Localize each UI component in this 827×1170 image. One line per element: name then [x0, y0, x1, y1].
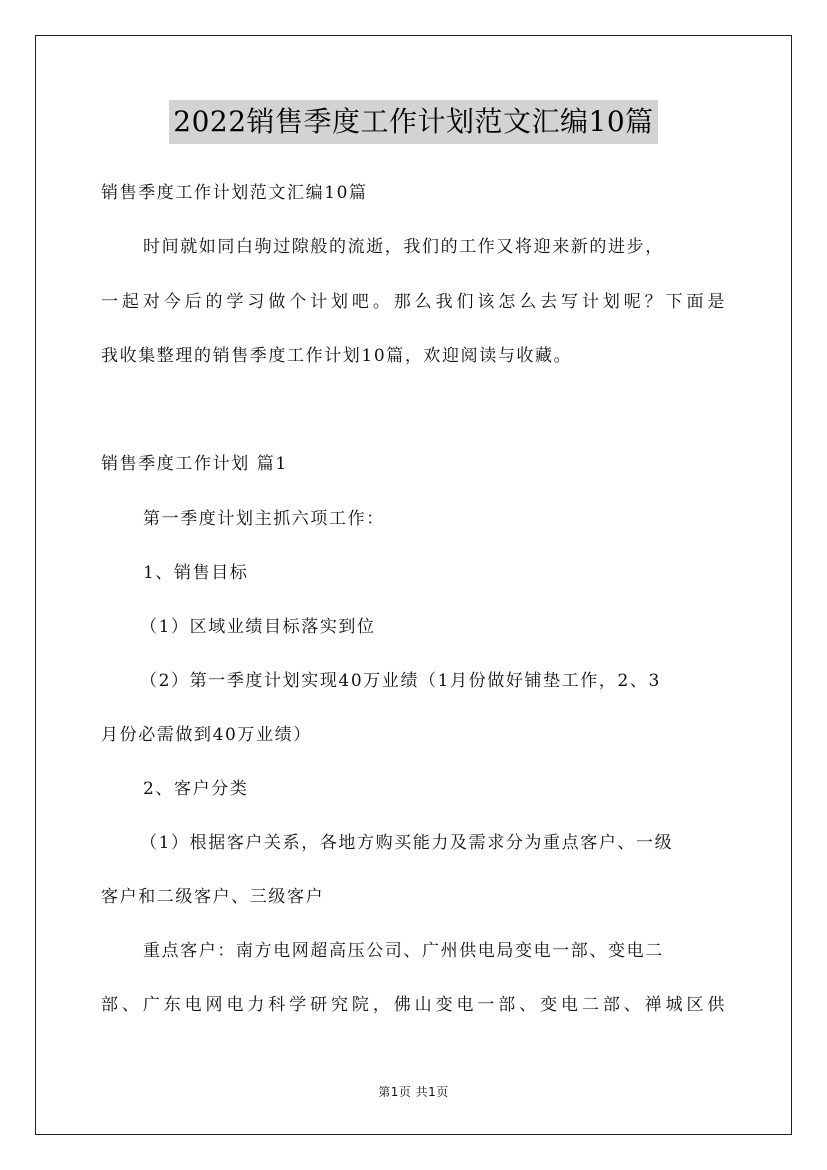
- intro-line-2: 一起对今后的学习做个计划吧。那么我们该怎么去写计划呢？下面是: [101, 292, 726, 312]
- section-heading: 销售季度工作计划 篇1: [101, 454, 288, 474]
- body-line-2: 1、销售目标: [143, 563, 249, 583]
- body-line-4: （2）第一季度计划实现40万业绩（1月份做好铺垫工作，2、3: [140, 671, 661, 691]
- body-line-5: 月份必需做到40万业绩）: [101, 725, 312, 745]
- intro-line-1: 时间就如同白驹过隙般的流逝，我们的工作又将迎来新的进步，: [143, 237, 664, 257]
- body-line-8: 客户和二级客户、三级客户: [101, 887, 325, 907]
- title-container: [0, 100, 827, 144]
- page-footer: 第1页 共1页: [378, 1085, 449, 1099]
- body-line-10: 部、广东电网电力科学研究院，佛山变电一部、变电二部、禅城区供: [101, 995, 726, 1015]
- body-line-6: 2、客户分类: [143, 779, 249, 799]
- document-subtitle: 销售季度工作计划范文汇编10篇: [101, 183, 368, 203]
- body-line-7: （1）根据客户关系，各地方购买能力及需求分为重点客户、一级: [140, 833, 674, 853]
- body-line-9: 重点客户：南方电网超高压公司、广州供电局变电一部、变电二: [143, 941, 664, 961]
- intro-line-3: 我收集整理的销售季度工作计划10篇，欢迎阅读与收藏。: [101, 346, 573, 366]
- body-line-1: 第一季度计划主抓六项工作：: [143, 509, 385, 529]
- document-title: 2022销售季度工作计划范文汇编10篇: [169, 100, 657, 144]
- body-line-3: （1）区域业绩目标落实到位: [140, 617, 376, 637]
